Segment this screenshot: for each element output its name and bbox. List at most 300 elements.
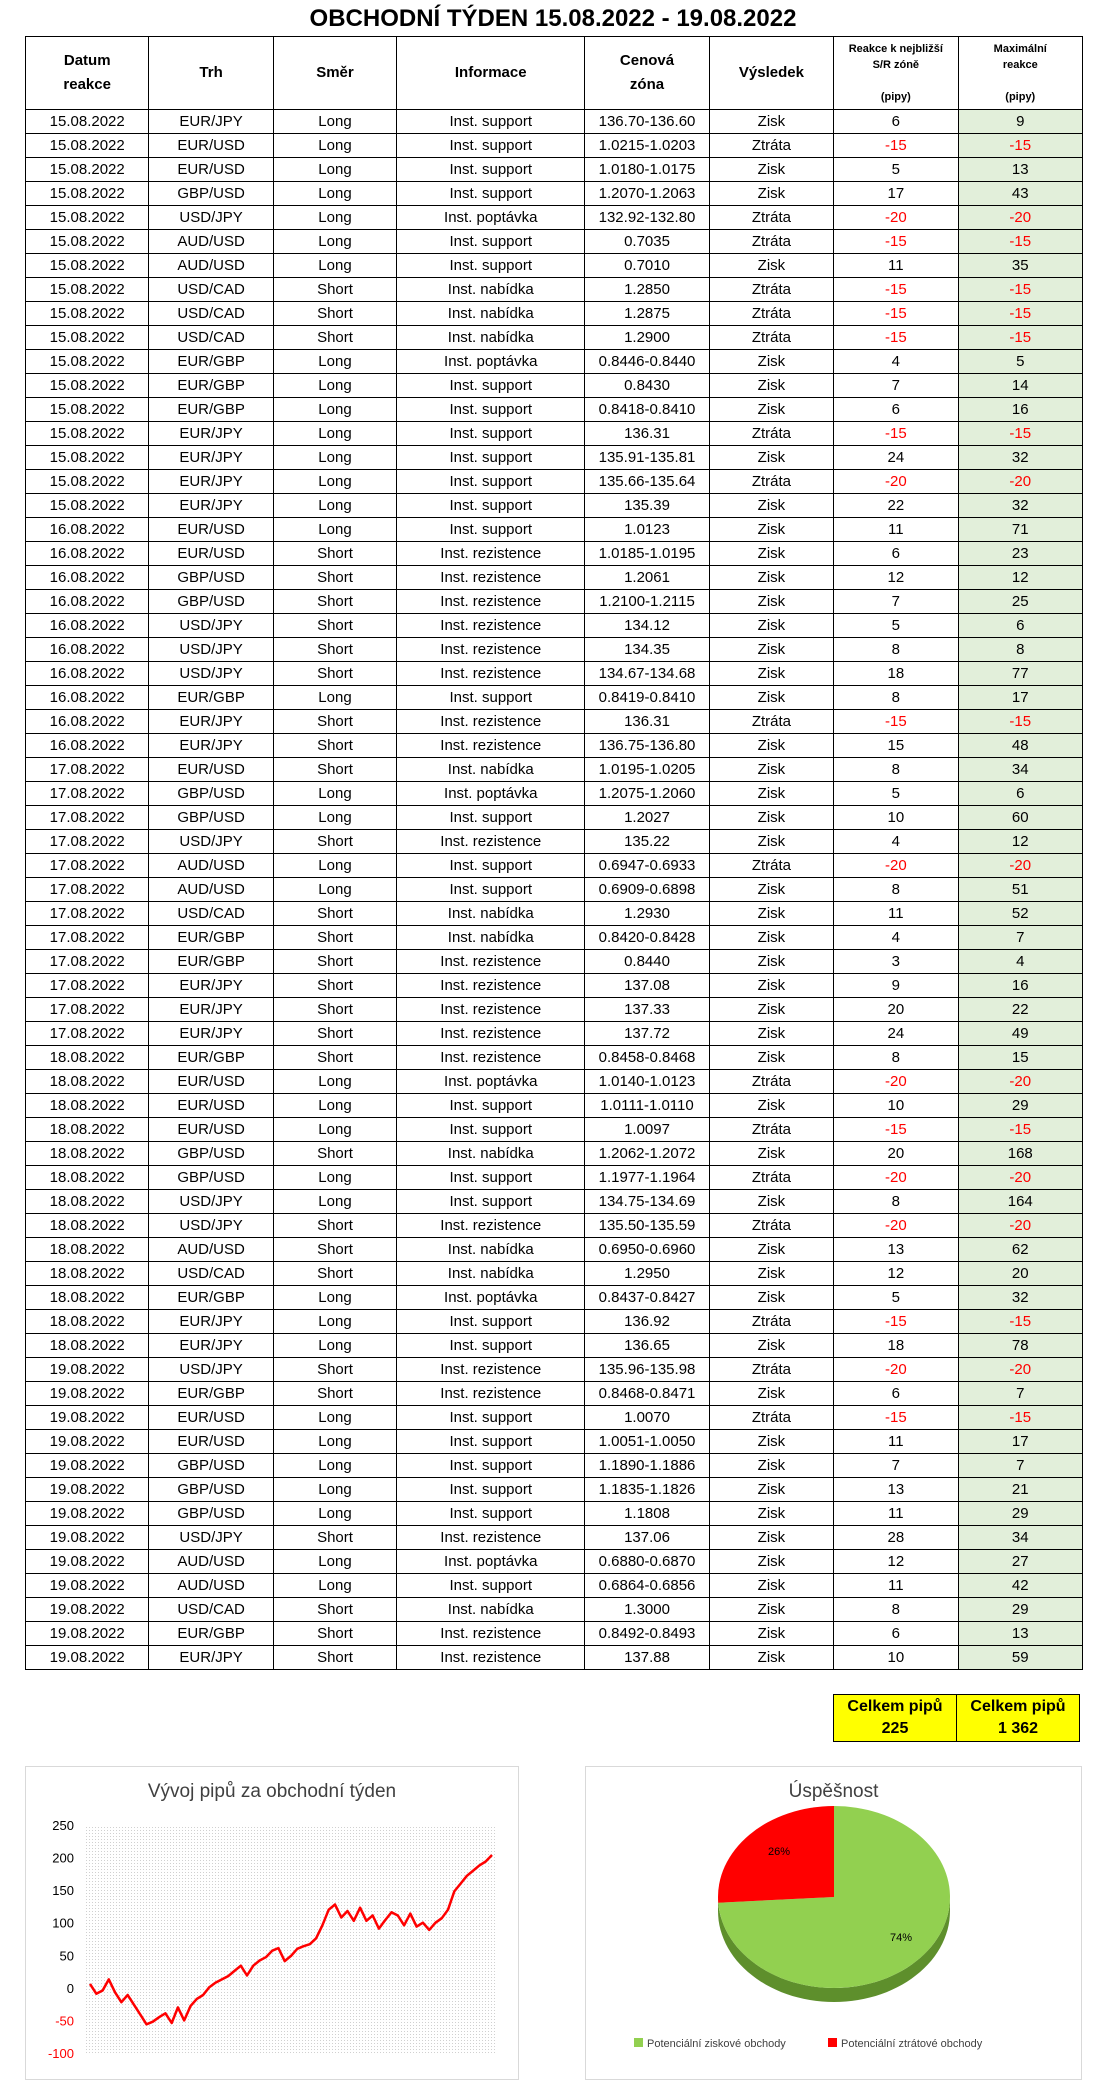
cell-direction: Long	[273, 1334, 396, 1358]
cell-market: EUR/JPY	[149, 974, 273, 998]
cell-date: 16.08.2022	[26, 542, 149, 566]
cell-info: Inst. support	[397, 398, 585, 422]
cell-date: 15.08.2022	[26, 350, 149, 374]
header-reaction: Reakce k nejbližší S/R zóně (pipy)	[834, 37, 958, 110]
cell-reaction: 15	[834, 734, 958, 758]
cell-direction: Long	[273, 1286, 396, 1310]
cell-info: Inst. support	[397, 230, 585, 254]
cell-reaction: -20	[834, 470, 958, 494]
cell-zone: 0.8430	[585, 374, 709, 398]
cell-info: Inst. rezistence	[397, 950, 585, 974]
cell-max-reaction: 29	[958, 1502, 1082, 1526]
cell-market: AUD/USD	[149, 1550, 273, 1574]
cell-reaction: 8	[834, 686, 958, 710]
cell-market: USD/JPY	[149, 1358, 273, 1382]
cell-max-reaction: -20	[958, 470, 1082, 494]
cell-result: Ztráta	[709, 1406, 833, 1430]
table-row	[26, 806, 1083, 830]
cell-max-reaction: 62	[958, 1238, 1082, 1262]
table-row	[26, 1430, 1083, 1454]
cell-zone: 1.1835-1.1826	[585, 1478, 709, 1502]
cell-max-reaction: 23	[958, 542, 1082, 566]
cell-date: 17.08.2022	[26, 854, 149, 878]
cell-reaction: -15	[834, 1406, 958, 1430]
cell-direction: Short	[273, 542, 396, 566]
header-result: Výsledek	[709, 37, 833, 110]
cell-max-reaction: 6	[958, 782, 1082, 806]
cell-reaction: 11	[834, 518, 958, 542]
cell-info: Inst. rezistence	[397, 1358, 585, 1382]
cell-max-reaction: -15	[958, 230, 1082, 254]
cell-info: Inst. support	[397, 686, 585, 710]
cell-info: Inst. support	[397, 134, 585, 158]
table-row	[26, 974, 1083, 998]
table-row	[26, 878, 1083, 902]
cell-market: EUR/USD	[149, 134, 273, 158]
cell-zone: 1.2930	[585, 902, 709, 926]
cell-max-reaction: -15	[958, 302, 1082, 326]
cell-info: Inst. support	[397, 1454, 585, 1478]
cell-direction: Short	[273, 1598, 396, 1622]
cell-max-reaction: 43	[958, 182, 1082, 206]
cell-reaction: 8	[834, 758, 958, 782]
cell-date: 15.08.2022	[26, 302, 149, 326]
cell-info: Inst. support	[397, 1166, 585, 1190]
cell-direction: Short	[273, 1262, 396, 1286]
cell-result: Zisk	[709, 1430, 833, 1454]
cell-info: Inst. rezistence	[397, 710, 585, 734]
cell-result: Zisk	[709, 1142, 833, 1166]
y-tick-label: 50	[59, 1948, 74, 1964]
cell-date: 19.08.2022	[26, 1478, 149, 1502]
table-row	[26, 1190, 1083, 1214]
table-row	[26, 1478, 1083, 1502]
totals-table	[833, 1694, 1080, 1742]
cell-zone: 136.65	[585, 1334, 709, 1358]
line-chart-panel	[25, 1766, 519, 2080]
cell-info: Inst. nabídka	[397, 902, 585, 926]
cell-direction: Short	[273, 710, 396, 734]
cell-direction: Long	[273, 1550, 396, 1574]
cell-direction: Short	[273, 1046, 396, 1070]
cell-date: 15.08.2022	[26, 110, 149, 134]
legend-label-loss: Potenciální ztrátové obchody	[841, 2038, 983, 2050]
cell-zone: 1.2061	[585, 566, 709, 590]
cell-market: EUR/GBP	[149, 1622, 273, 1646]
cell-date: 16.08.2022	[26, 710, 149, 734]
cell-zone: 0.6947-0.6933	[585, 854, 709, 878]
y-tick-label: 100	[52, 1915, 74, 1931]
table-row	[26, 302, 1083, 326]
cell-zone: 0.8418-0.8410	[585, 398, 709, 422]
cell-reaction: 10	[834, 1094, 958, 1118]
cell-reaction: -20	[834, 854, 958, 878]
cell-market: EUR/JPY	[149, 494, 273, 518]
cell-direction: Long	[273, 254, 396, 278]
cell-max-reaction: -15	[958, 710, 1082, 734]
cell-reaction: 12	[834, 566, 958, 590]
cell-date: 15.08.2022	[26, 278, 149, 302]
cell-result: Zisk	[709, 1526, 833, 1550]
cell-max-reaction: 14	[958, 374, 1082, 398]
cell-max-reaction: 7	[958, 1382, 1082, 1406]
cell-zone: 135.66-135.64	[585, 470, 709, 494]
cell-direction: Long	[273, 1166, 396, 1190]
cell-direction: Short	[273, 734, 396, 758]
cell-info: Inst. support	[397, 422, 585, 446]
cell-direction: Short	[273, 1622, 396, 1646]
cell-zone: 1.2100-1.2115	[585, 590, 709, 614]
total-pips-max: Celkem pipů 1 362	[957, 1695, 1080, 1742]
cell-result: Ztráta	[709, 854, 833, 878]
cell-market: EUR/GBP	[149, 1046, 273, 1070]
cell-date: 15.08.2022	[26, 470, 149, 494]
cell-result: Zisk	[709, 566, 833, 590]
cell-result: Zisk	[709, 998, 833, 1022]
cell-market: EUR/USD	[149, 1070, 273, 1094]
cell-direction: Long	[273, 1310, 396, 1334]
cell-market: EUR/JPY	[149, 1646, 273, 1670]
table-row	[26, 470, 1083, 494]
cell-market: EUR/USD	[149, 1406, 273, 1430]
cell-direction: Long	[273, 446, 396, 470]
cell-market: EUR/JPY	[149, 1310, 273, 1334]
cell-info: Inst. rezistence	[397, 1046, 585, 1070]
table-row	[26, 1406, 1083, 1430]
cell-direction: Short	[273, 326, 396, 350]
cell-market: EUR/GBP	[149, 1382, 273, 1406]
cell-market: EUR/USD	[149, 542, 273, 566]
cell-market: GBP/USD	[149, 566, 273, 590]
cell-info: Inst. poptávka	[397, 206, 585, 230]
cell-info: Inst. rezistence	[397, 542, 585, 566]
cell-market: EUR/JPY	[149, 446, 273, 470]
cell-zone: 1.0111-1.0110	[585, 1094, 709, 1118]
table-row	[26, 1334, 1083, 1358]
cell-max-reaction: 34	[958, 758, 1082, 782]
table-row	[26, 998, 1083, 1022]
cell-direction: Long	[273, 398, 396, 422]
cell-market: EUR/USD	[149, 518, 273, 542]
y-tick-label: 150	[52, 1883, 74, 1899]
cell-result: Zisk	[709, 614, 833, 638]
total-pips-reaction: Celkem pipů 225	[834, 1695, 957, 1742]
line-chart-title: Vývoj pipů za obchodní týden	[147, 1781, 397, 1802]
cell-zone: 135.22	[585, 830, 709, 854]
cell-result: Zisk	[709, 902, 833, 926]
cell-date: 16.08.2022	[26, 518, 149, 542]
cell-direction: Long	[273, 854, 396, 878]
cell-direction: Short	[273, 998, 396, 1022]
cell-zone: 1.2027	[585, 806, 709, 830]
cell-result: Ztráta	[709, 1214, 833, 1238]
cell-zone: 137.88	[585, 1646, 709, 1670]
cell-date: 18.08.2022	[26, 1070, 149, 1094]
cell-date: 19.08.2022	[26, 1406, 149, 1430]
cell-market: USD/CAD	[149, 1262, 273, 1286]
cell-date: 15.08.2022	[26, 254, 149, 278]
cell-max-reaction: 59	[958, 1646, 1082, 1670]
table-row	[26, 734, 1083, 758]
cell-zone: 1.0051-1.0050	[585, 1430, 709, 1454]
cell-zone: 1.1890-1.1886	[585, 1454, 709, 1478]
cell-reaction: -15	[834, 1310, 958, 1334]
y-tick-label: 200	[52, 1850, 74, 1866]
cell-direction: Long	[273, 1094, 396, 1118]
cell-market: GBP/USD	[149, 782, 273, 806]
cell-zone: 0.8468-0.8471	[585, 1382, 709, 1406]
cell-market: AUD/USD	[149, 854, 273, 878]
cell-market: GBP/USD	[149, 1502, 273, 1526]
cell-zone: 0.7010	[585, 254, 709, 278]
cell-direction: Long	[273, 1070, 396, 1094]
cell-reaction: 6	[834, 398, 958, 422]
cell-direction: Short	[273, 830, 396, 854]
cell-max-reaction: 27	[958, 1550, 1082, 1574]
cell-date: 15.08.2022	[26, 422, 149, 446]
cell-max-reaction: 7	[958, 1454, 1082, 1478]
cell-direction: Long	[273, 1574, 396, 1598]
cell-info: Inst. support	[397, 1094, 585, 1118]
table-row	[26, 494, 1083, 518]
table-row	[26, 1166, 1083, 1190]
cell-market: EUR/JPY	[149, 1022, 273, 1046]
cell-result: Zisk	[709, 782, 833, 806]
cell-max-reaction: 17	[958, 686, 1082, 710]
cell-date: 18.08.2022	[26, 1118, 149, 1142]
cell-result: Ztráta	[709, 302, 833, 326]
cell-market: EUR/GBP	[149, 926, 273, 950]
cell-market: USD/CAD	[149, 302, 273, 326]
cell-market: EUR/GBP	[149, 374, 273, 398]
cell-date: 15.08.2022	[26, 134, 149, 158]
table-body	[26, 110, 1083, 1670]
cell-result: Zisk	[709, 398, 833, 422]
table-row	[26, 854, 1083, 878]
table-row	[26, 1526, 1083, 1550]
cell-reaction: 8	[834, 1046, 958, 1070]
cell-date: 18.08.2022	[26, 1190, 149, 1214]
cell-info: Inst. rezistence	[397, 1214, 585, 1238]
cell-max-reaction: 29	[958, 1094, 1082, 1118]
cell-result: Ztráta	[709, 326, 833, 350]
cell-zone: 137.08	[585, 974, 709, 998]
cell-result: Zisk	[709, 1238, 833, 1262]
table-row	[26, 1550, 1083, 1574]
cell-info: Inst. poptávka	[397, 782, 585, 806]
cell-market: USD/JPY	[149, 1190, 273, 1214]
cell-result: Zisk	[709, 1286, 833, 1310]
cell-zone: 1.1977-1.1964	[585, 1166, 709, 1190]
cell-reaction: 18	[834, 1334, 958, 1358]
cell-reaction: 6	[834, 542, 958, 566]
cell-zone: 134.67-134.68	[585, 662, 709, 686]
cell-info: Inst. support	[397, 1478, 585, 1502]
cell-direction: Long	[273, 1118, 396, 1142]
cell-date: 19.08.2022	[26, 1622, 149, 1646]
cell-result: Zisk	[709, 1094, 833, 1118]
cell-reaction: 9	[834, 974, 958, 998]
table-row	[26, 110, 1083, 134]
table-row	[26, 1238, 1083, 1262]
pie-chart-panel	[585, 1766, 1082, 2080]
cell-reaction: 4	[834, 926, 958, 950]
cell-result: Zisk	[709, 1574, 833, 1598]
cell-market: AUD/USD	[149, 230, 273, 254]
cell-market: EUR/USD	[149, 758, 273, 782]
cell-result: Zisk	[709, 806, 833, 830]
cell-max-reaction: 12	[958, 566, 1082, 590]
cell-reaction: 3	[834, 950, 958, 974]
cell-date: 15.08.2022	[26, 374, 149, 398]
cell-result: Zisk	[709, 518, 833, 542]
cell-date: 15.08.2022	[26, 182, 149, 206]
cell-date: 16.08.2022	[26, 566, 149, 590]
cell-info: Inst. support	[397, 1310, 585, 1334]
cell-max-reaction: 9	[958, 110, 1082, 134]
cell-zone: 136.75-136.80	[585, 734, 709, 758]
cell-info: Inst. poptávka	[397, 350, 585, 374]
cell-result: Ztráta	[709, 1166, 833, 1190]
cell-result: Zisk	[709, 734, 833, 758]
table-row	[26, 206, 1083, 230]
cell-zone: 1.2900	[585, 326, 709, 350]
cell-market: EUR/JPY	[149, 710, 273, 734]
cell-result: Ztráta	[709, 710, 833, 734]
cell-max-reaction: -15	[958, 278, 1082, 302]
cell-max-reaction: 60	[958, 806, 1082, 830]
cell-date: 17.08.2022	[26, 902, 149, 926]
cell-date: 19.08.2022	[26, 1382, 149, 1406]
cell-result: Ztráta	[709, 1358, 833, 1382]
table-row	[26, 1070, 1083, 1094]
cell-reaction: 7	[834, 1454, 958, 1478]
cell-date: 18.08.2022	[26, 1310, 149, 1334]
cell-reaction: 20	[834, 1142, 958, 1166]
cell-max-reaction: 7	[958, 926, 1082, 950]
cell-reaction: 5	[834, 1286, 958, 1310]
cell-date: 16.08.2022	[26, 638, 149, 662]
page-title: OBCHODNÍ TÝDEN 15.08.2022 - 19.08.2022	[309, 5, 797, 32]
cell-date: 19.08.2022	[26, 1646, 149, 1670]
cell-max-reaction: 168	[958, 1142, 1082, 1166]
cell-max-reaction: 51	[958, 878, 1082, 902]
cell-max-reaction: 15	[958, 1046, 1082, 1070]
cell-market: EUR/USD	[149, 1094, 273, 1118]
cell-reaction: -15	[834, 1118, 958, 1142]
cell-info: Inst. rezistence	[397, 1022, 585, 1046]
cell-max-reaction: 17	[958, 1430, 1082, 1454]
cell-zone: 1.1808	[585, 1502, 709, 1526]
cell-result: Zisk	[709, 1598, 833, 1622]
cell-direction: Short	[273, 950, 396, 974]
cell-result: Zisk	[709, 446, 833, 470]
cell-max-reaction: 25	[958, 590, 1082, 614]
cell-result: Zisk	[709, 1478, 833, 1502]
cell-zone: 1.2850	[585, 278, 709, 302]
cell-info: Inst. support	[397, 878, 585, 902]
cell-market: EUR/JPY	[149, 1334, 273, 1358]
legend-swatch-loss	[828, 2038, 837, 2047]
cell-result: Ztráta	[709, 422, 833, 446]
cell-reaction: 8	[834, 1598, 958, 1622]
cell-zone: 136.92	[585, 1310, 709, 1334]
cell-date: 16.08.2022	[26, 686, 149, 710]
cell-market: USD/CAD	[149, 1598, 273, 1622]
cell-zone: 135.91-135.81	[585, 446, 709, 470]
cell-zone: 1.2875	[585, 302, 709, 326]
table-row	[26, 1454, 1083, 1478]
cell-market: USD/JPY	[149, 830, 273, 854]
cell-reaction: 6	[834, 1382, 958, 1406]
cell-result: Ztráta	[709, 134, 833, 158]
cell-direction: Short	[273, 1526, 396, 1550]
cell-zone: 1.0070	[585, 1406, 709, 1430]
cell-zone: 0.8419-0.8410	[585, 686, 709, 710]
table-row	[26, 1358, 1083, 1382]
cell-market: GBP/USD	[149, 1166, 273, 1190]
cell-date: 19.08.2022	[26, 1454, 149, 1478]
cell-result: Zisk	[709, 1454, 833, 1478]
cell-zone: 137.72	[585, 1022, 709, 1046]
cell-zone: 0.8440	[585, 950, 709, 974]
cell-direction: Long	[273, 1502, 396, 1526]
cell-result: Zisk	[709, 182, 833, 206]
cell-market: EUR/JPY	[149, 110, 273, 134]
table-row	[26, 1622, 1083, 1646]
cell-zone: 136.70-136.60	[585, 110, 709, 134]
cell-info: Inst. nabídka	[397, 1598, 585, 1622]
header-market: Trh	[149, 37, 273, 110]
table-row	[26, 1598, 1083, 1622]
table-row	[26, 1214, 1083, 1238]
cell-market: USD/JPY	[149, 662, 273, 686]
cell-date: 18.08.2022	[26, 1334, 149, 1358]
cell-market: AUD/USD	[149, 1238, 273, 1262]
cell-max-reaction: 52	[958, 902, 1082, 926]
cell-zone: 134.35	[585, 638, 709, 662]
cell-date: 15.08.2022	[26, 326, 149, 350]
cell-market: EUR/JPY	[149, 470, 273, 494]
cell-direction: Long	[273, 1454, 396, 1478]
cell-market: EUR/JPY	[149, 998, 273, 1022]
cell-max-reaction: 4	[958, 950, 1082, 974]
cell-info: Inst. support	[397, 1334, 585, 1358]
cell-reaction: 12	[834, 1262, 958, 1286]
cell-direction: Short	[273, 590, 396, 614]
cell-max-reaction: -15	[958, 422, 1082, 446]
cell-info: Inst. rezistence	[397, 974, 585, 998]
cell-direction: Long	[273, 1406, 396, 1430]
cell-market: EUR/GBP	[149, 1286, 273, 1310]
cell-info: Inst. support	[397, 1430, 585, 1454]
table-row	[26, 638, 1083, 662]
cell-date: 19.08.2022	[26, 1598, 149, 1622]
cell-result: Zisk	[709, 1022, 833, 1046]
cell-reaction: 4	[834, 350, 958, 374]
cell-direction: Long	[273, 1430, 396, 1454]
pie-label-profit: 74%	[890, 1932, 913, 1944]
cell-date: 17.08.2022	[26, 974, 149, 998]
cell-max-reaction: 42	[958, 1574, 1082, 1598]
table-row	[26, 1286, 1083, 1310]
cell-info: Inst. rezistence	[397, 566, 585, 590]
cell-direction: Long	[273, 878, 396, 902]
pie-label-loss: 26%	[768, 1846, 791, 1858]
cell-info: Inst. support	[397, 1502, 585, 1526]
plot-area	[86, 1825, 496, 2053]
header-date: Datum reakce	[26, 37, 149, 110]
